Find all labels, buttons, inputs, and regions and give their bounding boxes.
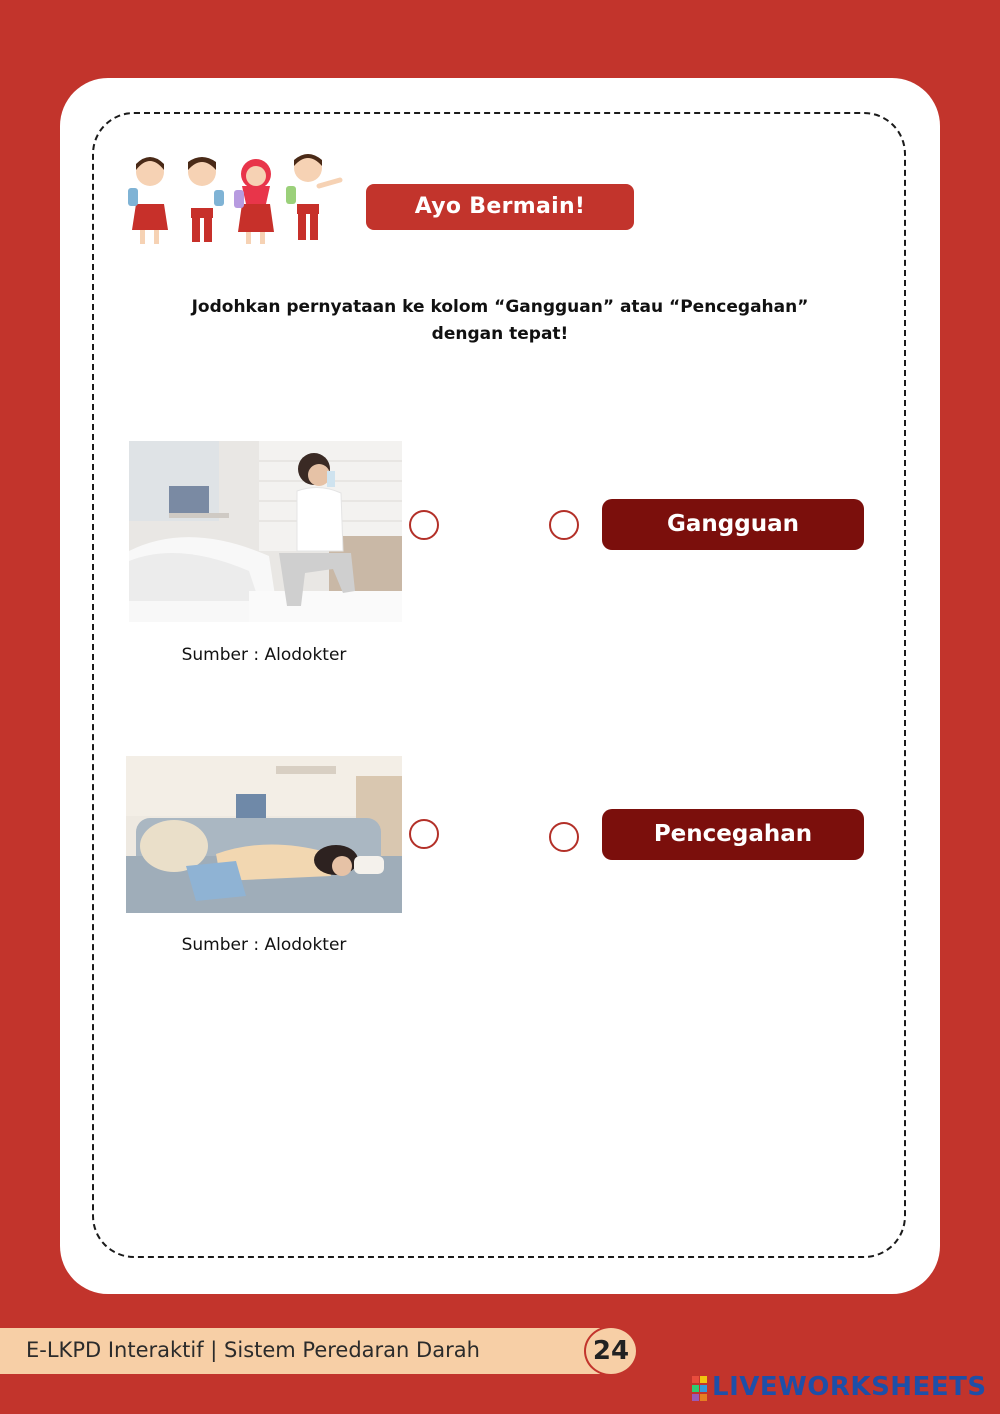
instruction-text [150, 294, 850, 348]
children-illustration [126, 150, 344, 250]
liveworksheets-logo-icon [692, 1376, 708, 1402]
photo-caption-1: Sumber : Alodokter [181, 645, 347, 665]
dashed-border [92, 112, 906, 1258]
match-dot-item-2[interactable] [409, 819, 439, 849]
instruction-line-1: Jodohkan pernyataan ke kolom “Gangguan” atau “Pencegahan” [191, 297, 809, 317]
liveworksheets-brand[interactable]: LIVEWORKSHEETS [712, 1372, 987, 1402]
target-pencegahan[interactable]: Pencegahan [602, 809, 864, 860]
page-number: 24 [584, 1326, 638, 1376]
photo-woman-on-bed [129, 441, 402, 622]
activity-banner: Ayo Bermain! [366, 184, 634, 230]
instruction-line-2: dengan tepat! [431, 324, 569, 344]
footer-title: E-LKPD Interaktif | Sistem Peredaran Darah [26, 1338, 480, 1362]
match-dot-target-gangguan[interactable] [549, 510, 579, 540]
match-dot-target-pencegahan[interactable] [549, 822, 579, 852]
match-dot-item-1[interactable] [409, 510, 439, 540]
target-gangguan[interactable]: Gangguan [602, 499, 864, 550]
photo-caption-2: Sumber : Alodokter [181, 935, 347, 955]
photo-woman-on-sofa [126, 756, 402, 913]
